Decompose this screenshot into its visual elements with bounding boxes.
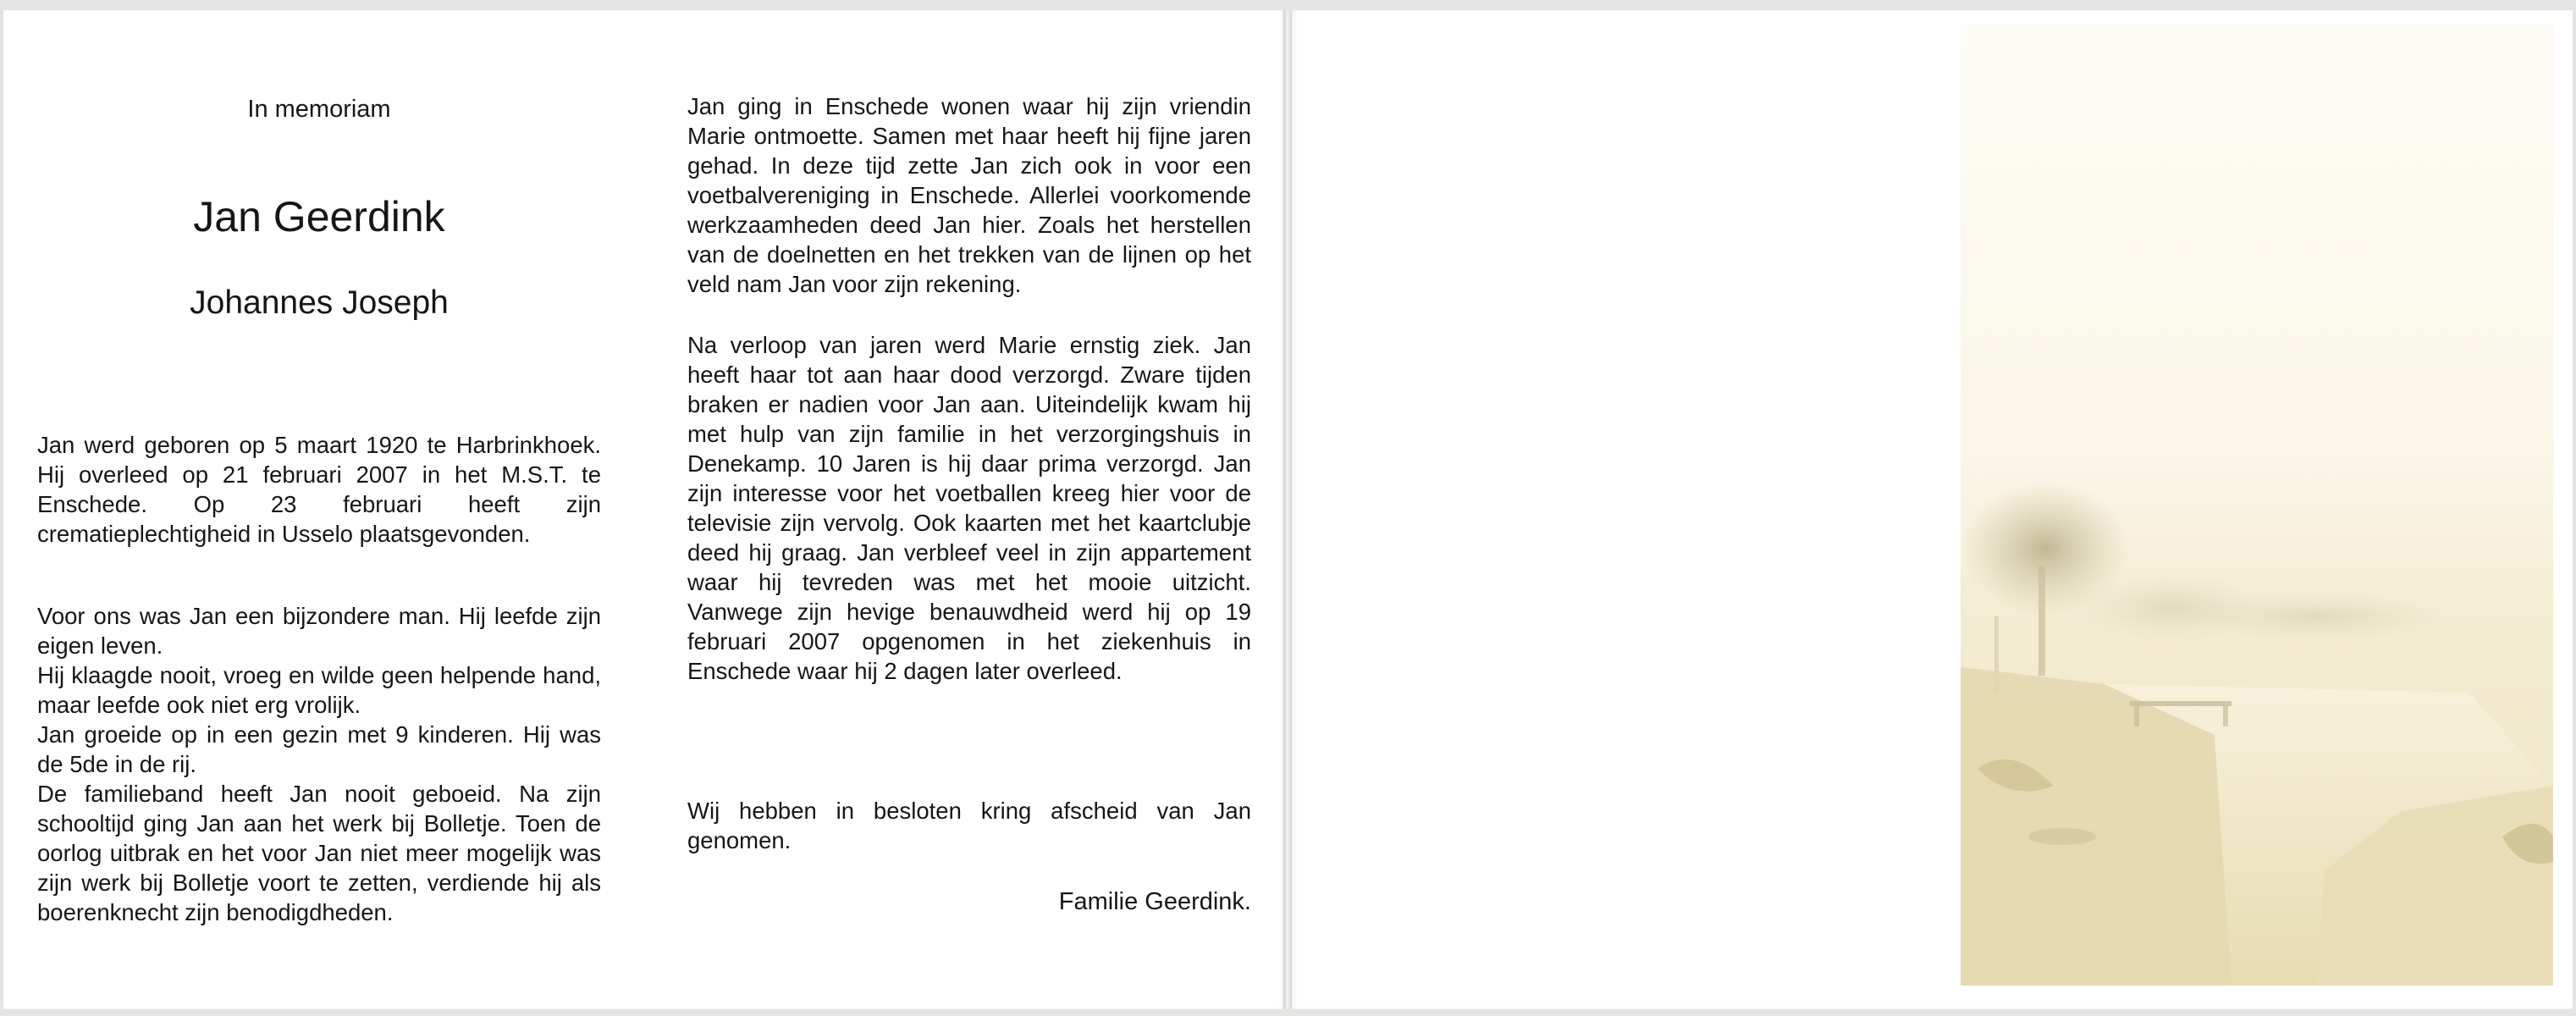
card-fold (1283, 10, 1292, 1009)
family-signature: Familie Geerdink. (1058, 888, 1251, 915)
misty-landscape-photo (1961, 24, 2553, 986)
bio-line: Hij klaagde nooit, vroeg en wilde geen helpende hand, maar leefde ook niet erg vrolijk. (37, 662, 601, 718)
bio-line: De familieband heeft Jan nooit geboeid. Na zijn schooltijd ging Jan aan het werk bij Bolletje. Toen de oorlog uitbrak en het voor Jan niet meer mogelijk was zijn werk bij Bolletje voort te zetten, verdiende hij als boerenknecht zijn benodigdheden. (37, 781, 601, 925)
biography-paragraph-1 (37, 601, 601, 927)
biography-paragraph-2 (687, 91, 1251, 299)
bio-text: Na verloop van jaren werd Marie ernstig ziek. Jan heeft haar tot aan haar dood verzorgd. Zware tijden braken er nadien voor Jan aan. Uiteindelijk kwam hij met hulp van zijn familie in het verzorgingshuis in Denekamp. 10 Jaren is hij daar prima verzorgd. Jan zijn interesse voor het voetballen kreeg hier voor de televisie zijn vervolg. Ook kaarten met het kaartclubje deed hij graag. Jan verbleef veel in zijn appartement waar hij tevreden was met het mooie uitzicht. Vanwege zijn hevige benauwdheid werd hij op 19 februari 2007 opgenomen in het ziekenhuis in Enschede waar hij 2 dagen later overleed. (687, 332, 1251, 684)
deceased-name: Jan Geerdink (193, 193, 445, 240)
farewell-text: Wij hebben in besloten kring afscheid van Jan genomen. (687, 798, 1251, 853)
biography-paragraph-3 (687, 330, 1251, 686)
deceased-given-names: Johannes Joseph (190, 284, 449, 321)
bio-text: Jan ging in Enschede wonen waar hij zijn vriendin Marie ontmoette. Samen met haar heeft hij fijne jaren gehad. In deze tijd zette Jan zich ook in voor een voetbalvereniging in Enschede. Allerlei voorkomende werkzaamheden deed Jan hier. Zoals het herstellen van de doelnetten en het trekken van de lijnen op het veld nam Jan voor zijn rekening. (687, 93, 1251, 297)
in-memoriam-heading: In memoriam (247, 96, 391, 123)
bio-line: Voor ons was Jan een bijzondere man. Hij leefde zijn eigen leven. (37, 603, 601, 659)
birth-death-text: Jan werd geboren op 5 maart 1920 te Harbrinkhoek. Hij overleed op 21 februari 2007 in het M.S.T. te Enschede. Op 23 februari heeft zijn crematieplechtigheid in Usselo plaatsgevonden. (37, 432, 601, 547)
birth-death-paragraph (37, 430, 601, 549)
bio-line: Jan groeide op in een gezin met 9 kinderen. Hij was de 5de in de rij. (37, 721, 601, 777)
farewell-paragraph (687, 796, 1251, 855)
landscape-photo-icon (1961, 24, 2553, 986)
